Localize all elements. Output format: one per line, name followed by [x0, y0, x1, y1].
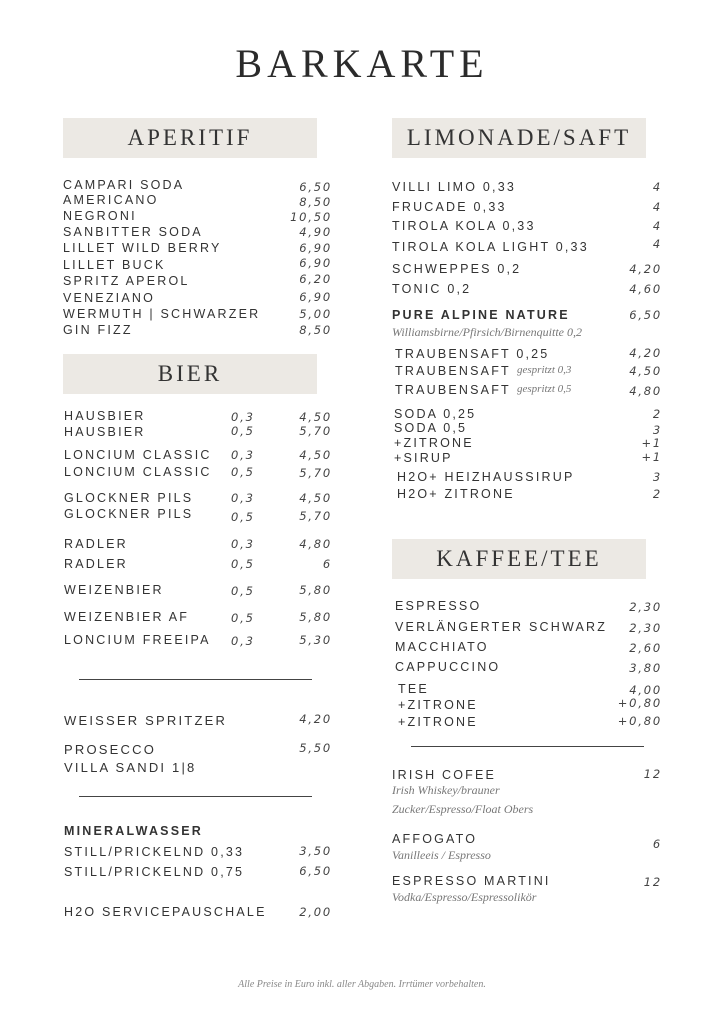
menu-item-name: NEGRONI: [63, 209, 137, 223]
menu-item-description: Vanilleeis / Espresso: [392, 848, 491, 862]
menu-item-name: WEIZENBIER AF: [64, 610, 190, 624]
footer-note: Alle Preise in Euro inkl. aller Abgaben. Irrtümer vorbehalten.: [238, 979, 486, 990]
menu-item-price: 5,30: [299, 633, 332, 647]
menu-item-price: 3: [652, 470, 662, 484]
menu-item-name: SCHWEPPES 0,2: [392, 262, 522, 276]
menu-item-price: 4: [652, 200, 662, 214]
menu-item-price: 4,20: [629, 346, 662, 360]
menu-item-price: 2,60: [629, 641, 662, 655]
menu-item-price: 4: [652, 219, 662, 233]
menu-item-price: 4,80: [299, 537, 332, 551]
menu-item-size: 0,3: [231, 537, 255, 551]
menu-item-name: LILLET WILD BERRY: [63, 241, 222, 255]
menu-item-description: Williamsbirne/Pfirsich/Birnenquitte 0,2: [392, 325, 582, 339]
bier-header-label: BIER: [157, 361, 223, 386]
menu-item-name: WEIZENBIER: [64, 583, 164, 597]
menu-item-name: AFFOGATO: [392, 832, 478, 846]
menu-item-price: 4,50: [299, 491, 332, 505]
kaffee-header-label: KAFFEE/TEE: [436, 546, 602, 571]
menu-item-price: 4,20: [629, 262, 662, 276]
menu-item-name: +ZITRONE: [398, 698, 478, 712]
menu-item-size: 0,5: [231, 424, 255, 438]
menu-item-name: TRAUBENSAFT: [395, 364, 511, 378]
menu-item-name: TIROLA KOLA LIGHT 0,33: [392, 240, 589, 254]
menu-item-name: PROSECCO: [64, 742, 157, 757]
aperitif-header: [63, 118, 317, 158]
menu-item-name: LONCIUM CLASSIC: [64, 465, 212, 479]
menu-item-price: 12: [643, 767, 662, 781]
menu-item-name-line2: VILLA SANDI 1|8: [64, 760, 197, 775]
menu-item-name: +SIRUP: [394, 451, 453, 465]
menu-item-price: 5,00: [299, 307, 332, 321]
menu-item-name: SODA 0,5: [394, 421, 468, 435]
menu-item-name: LONCIUM CLASSIC: [64, 448, 212, 462]
menu-item-price: 5,70: [299, 424, 332, 438]
menu-item-price: 4,50: [299, 448, 332, 462]
menu-item-name: RADLER: [64, 557, 128, 571]
menu-item-price: 4,90: [299, 225, 332, 239]
menu-item-price: 3,80: [629, 661, 662, 675]
menu-item-price: 8,50: [299, 323, 332, 337]
menu-item-price: 5,80: [299, 610, 332, 624]
menu-item-name: SODA 0,25: [394, 407, 477, 421]
menu-item-name: STILL/PRICKELND 0,33: [64, 845, 245, 859]
menu-item-note: gespritzt 0,3: [517, 364, 572, 376]
menu-item-description: Zucker/Espresso/Float Obers: [392, 802, 534, 816]
limo-header: [392, 118, 646, 158]
menu-item-name: STILL/PRICKELND 0,75: [64, 865, 245, 879]
menu-item-name: TRAUBENSAFT: [395, 383, 511, 397]
menu-item-price: 6,90: [299, 290, 332, 304]
menu-item-price: 6,50: [299, 180, 332, 194]
aperitif-header-label: APERITIF: [127, 125, 253, 150]
menu-item-note: gespritzt 0,5: [517, 383, 572, 395]
menu-item-price: 4,50: [299, 410, 332, 424]
menu-item-size: 0,5: [231, 465, 255, 479]
menu-item-name: CAMPARI SODA: [63, 178, 185, 192]
menu-item-price: 3: [652, 423, 662, 437]
menu-item-name: H2O+ ZITRONE: [397, 487, 515, 501]
menu-item-price: 6,50: [299, 864, 332, 878]
menu-item-size: 0,3: [231, 491, 255, 505]
divider: [79, 679, 312, 680]
menu-item-name: AMERICANO: [63, 193, 159, 207]
menu-item-price: 6,20: [299, 272, 332, 286]
menu-item-price: +0,80: [617, 714, 662, 728]
menu-item-price: 8,50: [299, 195, 332, 209]
menu-item-name: GIN FIZZ: [63, 323, 133, 337]
menu-item-size: 0,5: [231, 584, 255, 598]
menu-item-name: TRAUBENSAFT 0,25: [395, 347, 550, 361]
menu-item-size: 0,3: [231, 448, 255, 462]
menu-item-name: SANBITTER SODA: [63, 225, 203, 239]
menu-item-name: VILLI LIMO 0,33: [392, 180, 517, 194]
menu-item-name: TEE: [398, 682, 429, 696]
menu-item-name: WERMUTH | SCHWARZER: [63, 307, 261, 321]
menu-item-name: RADLER: [64, 537, 128, 551]
divider: [79, 796, 312, 797]
menu-item-price: 2,30: [629, 600, 662, 614]
bier-header: [63, 354, 317, 394]
menu-item-size: 0,3: [231, 634, 255, 648]
menu-item-name: H2O+ HEIZHAUSSIRUP: [397, 470, 575, 484]
menu-item-name: +ZITRONE: [398, 715, 478, 729]
menu-item-price: 6,90: [299, 241, 332, 255]
menu-item-name: IRISH COFEE: [392, 768, 497, 782]
menu-item-name: GLOCKNER PILS: [64, 491, 194, 505]
menu-item-price: 2: [652, 487, 662, 501]
menu-item-price: 5,80: [299, 583, 332, 597]
menu-item-price: 4,50: [629, 364, 662, 378]
menu-item-price: 4: [652, 237, 662, 251]
menu-item-price: 3,50: [299, 844, 332, 858]
menu-item-size: 0,5: [231, 611, 255, 625]
menu-item-size: 0,5: [231, 510, 255, 524]
divider: [411, 746, 644, 747]
menu-item-name: TIROLA KOLA 0,33: [392, 219, 536, 233]
menu-item-name: VENEZIANO: [63, 291, 156, 305]
menu-item-name: H2O SERVICEPAUSCHALE: [64, 905, 267, 919]
menu-item-price: 2: [652, 407, 662, 421]
menu-item-price: +0,80: [617, 696, 662, 710]
menu-item-description: Vodka/Espresso/Espressolikör: [392, 890, 537, 904]
menu-item-name: SPRITZ APEROL: [63, 274, 190, 288]
menu-item-price: 4,20: [299, 712, 332, 726]
menu-item-price: +1: [641, 450, 662, 464]
menu-item-name: TONIC 0,2: [392, 282, 472, 296]
menu-item-name: MACCHIATO: [395, 640, 489, 654]
mineral-header: MINERALWASSER: [64, 824, 204, 838]
menu-item-price: 6: [652, 837, 662, 851]
menu-item-name: LILLET BUCK: [63, 258, 166, 272]
menu-item-price: 10,50: [290, 210, 332, 224]
limo-header-label: LIMONADE/SAFT: [406, 125, 632, 150]
menu-item-price: 6,50: [629, 308, 662, 322]
menu-item-price: 12: [643, 875, 662, 889]
kaffee-header: [392, 539, 646, 579]
menu-item-name: FRUCADE 0,33: [392, 200, 507, 214]
menu-item-price: 2,00: [299, 905, 332, 919]
menu-item-price: 5,70: [299, 466, 332, 480]
menu-item-price: 4,80: [629, 384, 662, 398]
menu-item-price: 5,50: [299, 741, 332, 755]
page-title: BARKARTE: [235, 41, 489, 86]
menu-item-name: +ZITRONE: [394, 436, 474, 450]
menu-item-name: VERLÄNGERTER SCHWARZ: [395, 620, 608, 634]
menu-item-name: PURE ALPINE NATURE: [392, 308, 570, 322]
menu-item-name: CAPPUCCINO: [395, 660, 501, 674]
menu-item-name: HAUSBIER: [64, 409, 146, 423]
menu-item-size: 0,5: [231, 557, 255, 571]
menu-item-size: 0,3: [231, 410, 255, 424]
menu-item-price: 4,60: [629, 282, 662, 296]
menu-item-price: 2,30: [629, 621, 662, 635]
menu-item-price: 6: [322, 557, 332, 571]
menu-item-price: 6,90: [299, 256, 332, 270]
menu-item-name: HAUSBIER: [64, 425, 146, 439]
menu-item-price: 4: [652, 180, 662, 194]
menu-item-name: WEISSER SPRITZER: [64, 713, 228, 728]
menu-item-price: 5,70: [299, 509, 332, 523]
menu-item-name: LONCIUM FREEIPA: [64, 633, 211, 647]
menu-item-description: Irish Whiskey/brauner: [392, 783, 500, 797]
menu-item-price: 4,00: [629, 683, 662, 697]
menu-item-name: GLOCKNER PILS: [64, 507, 194, 521]
menu-item-name: ESPRESSO: [395, 599, 482, 613]
menu-item-price: +1: [641, 436, 662, 450]
menu-item-name: ESPRESSO MARTINI: [392, 874, 551, 888]
